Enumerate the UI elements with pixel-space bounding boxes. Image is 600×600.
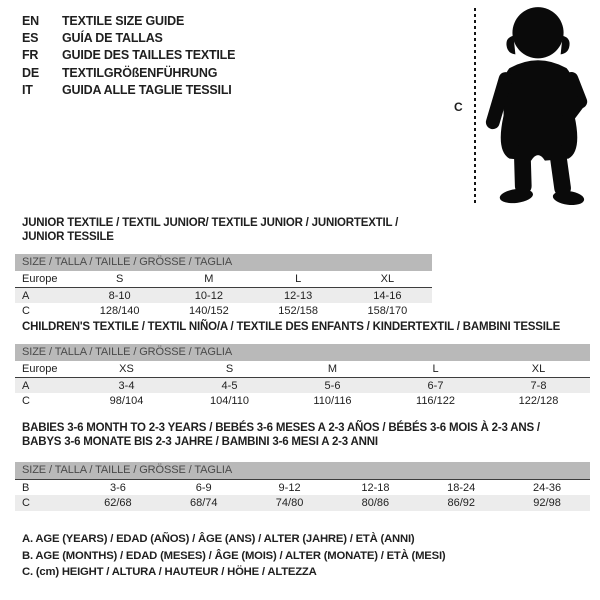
cell: XS <box>119 363 134 375</box>
babies-section-title-line1: BABIES 3-6 MONTH TO 2-3 YEARS / BEBÉS 3-6 MESES A 2-3 AÑOS / BÉBÉS 3-6 MOIS À 2-3 ANS / <box>22 422 540 434</box>
cell: 68/74 <box>189 497 218 509</box>
cell: 80/86 <box>361 497 390 509</box>
table-row <box>15 393 590 409</box>
row-label: C <box>22 395 30 407</box>
language-list <box>22 13 235 99</box>
babies-section <box>15 421 590 511</box>
note-age-months: B. AGE (MONTHS) / EDAD (MESES) / ÂGE (MOIS) / ALTER (MONATE) / ETÀ (MESI) <box>22 549 446 562</box>
table-row <box>15 287 432 303</box>
cell: L <box>295 273 302 285</box>
row-label: A <box>22 379 30 392</box>
cell: XL <box>380 273 395 285</box>
row-label: C <box>22 305 30 317</box>
language-label: TEXTILGRÖßENFÜHRUNG <box>62 65 218 80</box>
table-row <box>15 303 432 319</box>
cell: 3-6 <box>109 481 126 494</box>
children-section-title: CHILDREN'S TEXTILE / TEXTIL NIÑO/A / TEXTILE DES ENFANTS / KINDERTEXTIL / BAMBINI TESSILE <box>22 321 561 333</box>
children-section <box>15 320 590 409</box>
table-row <box>15 495 590 511</box>
cell: 10-12 <box>194 289 223 302</box>
table-row <box>15 479 590 495</box>
language-code: EN <box>22 14 39 28</box>
cell: 116/122 <box>416 395 455 407</box>
cell: 110/116 <box>313 395 352 407</box>
language-code: ES <box>22 31 39 46</box>
cell: 8-10 <box>108 289 131 302</box>
children-size-header: SIZE / TALLA / TAILLE / GRÖSSE / TAGLIA <box>15 344 590 361</box>
row-label: Europe <box>22 273 58 285</box>
language-code: IT <box>22 82 33 97</box>
cell: 18-24 <box>447 481 476 494</box>
language-label: GUIDA ALLE TAGLIE TESSILI <box>62 82 232 97</box>
babies-size-header: SIZE / TALLA / TAILLE / GRÖSSE / TAGLIA <box>15 462 590 479</box>
table-row <box>15 271 432 287</box>
language-row-fr <box>22 47 235 64</box>
language-label: GUÍA DE TALLAS <box>62 31 163 46</box>
cell: 128/140 <box>99 305 140 317</box>
language-code: FR <box>22 48 39 63</box>
cell: 74/80 <box>275 497 304 509</box>
cell: 12-13 <box>284 289 313 302</box>
cell: S <box>225 363 234 375</box>
cell: 14-16 <box>373 289 402 302</box>
note-age-years: A. AGE (YEARS) / EDAD (AÑOS) / ÂGE (ANS) / ALTER (JAHRE) / ETÀ (ANNI) <box>22 533 415 545</box>
language-label: TEXTILE SIZE GUIDE <box>62 14 185 28</box>
cell: 6-7 <box>427 379 444 392</box>
language-label: GUIDE DES TAILLES TEXTILE <box>62 48 236 63</box>
cell: 12-18 <box>361 481 390 494</box>
language-code: DE <box>22 65 39 80</box>
cell: 86/92 <box>447 497 475 509</box>
cell: M <box>327 363 338 375</box>
language-row-it <box>22 82 235 99</box>
cell: 7-8 <box>530 379 547 392</box>
row-label: C <box>22 497 30 509</box>
cell: 3-4 <box>118 379 135 392</box>
note-height-cm: C. (cm) HEIGHT / ALTURA / HAUTEUR / HÖHE / ALTEZZA <box>22 566 317 578</box>
table-row <box>15 377 590 393</box>
cell: 152/158 <box>278 305 318 317</box>
language-row-en <box>22 13 235 30</box>
junior-section <box>15 216 432 319</box>
cell: M <box>204 273 214 285</box>
babies-section-title-line2: BABYS 3-6 MONATE BIS 2-3 JAHRE / BAMBINI 3-6 MESI A 2-3 ANNI <box>22 436 378 448</box>
toddler-silhouette-image <box>480 3 598 210</box>
junior-size-header: SIZE / TALLA / TAILLE / GRÖSSE / TAGLIA <box>15 254 432 271</box>
row-label: B <box>22 481 30 494</box>
cell: 104/110 <box>210 395 249 407</box>
cell: 158/170 <box>367 305 408 317</box>
table-row <box>15 361 590 377</box>
height-measure-label: C <box>454 100 463 114</box>
language-row-de <box>22 65 235 82</box>
cell: 122/128 <box>518 395 559 407</box>
cell: 9-12 <box>278 481 301 494</box>
cell: 140/152 <box>188 305 229 317</box>
language-row-es <box>22 30 235 47</box>
cell: 62/68 <box>104 497 132 509</box>
cell: L <box>432 363 439 375</box>
cell: XL <box>531 363 546 375</box>
row-label: Europe <box>22 363 58 375</box>
legend-notes <box>15 531 445 581</box>
cell: S <box>115 273 124 285</box>
junior-section-title: JUNIOR TEXTILE / TEXTIL JUNIOR/ TEXTILE JUNIOR / JUNIORTEXTIL / JUNIOR TESSILE <box>22 217 399 243</box>
cell: 92/98 <box>533 497 561 509</box>
cell: 6-9 <box>195 481 212 494</box>
cell: 98/104 <box>109 395 144 407</box>
row-label: A <box>22 289 30 302</box>
cell: 24-36 <box>532 481 562 494</box>
cell: 5-6 <box>324 379 341 392</box>
height-measure-dashed-line <box>474 8 476 206</box>
cell: 4-5 <box>221 379 238 392</box>
